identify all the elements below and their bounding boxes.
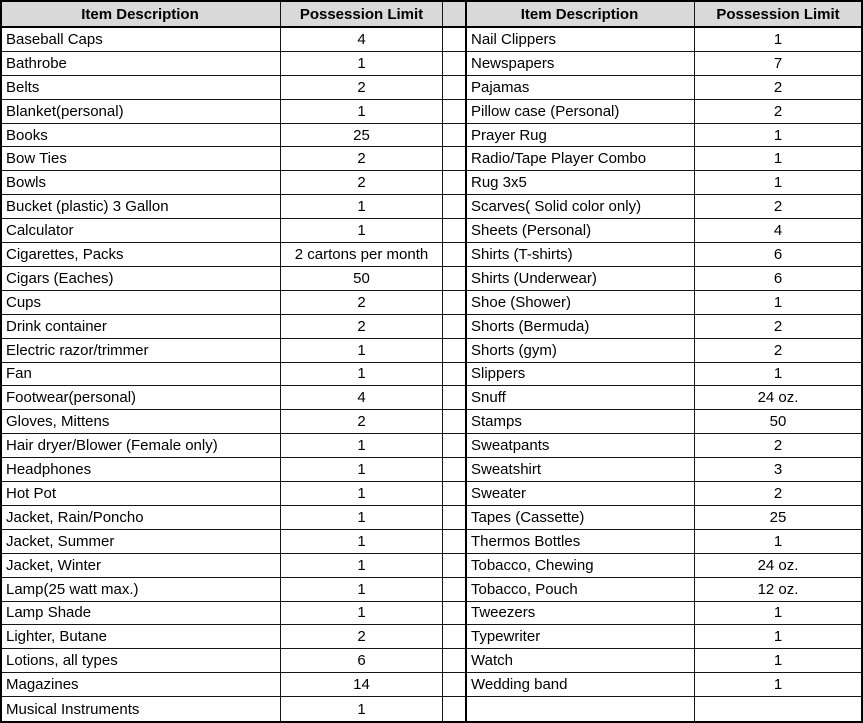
spacer-cell xyxy=(443,28,467,52)
right-limit-cell: 6 xyxy=(695,243,861,267)
right-item-cell: Shorts (Bermuda) xyxy=(467,315,695,339)
left-limit-cell: 6 xyxy=(281,649,443,673)
left-limit-cell: 1 xyxy=(281,434,443,458)
spacer-cell xyxy=(443,434,467,458)
spacer-cell xyxy=(443,625,467,649)
right-limit-cell: 24 oz. xyxy=(695,386,861,410)
left-item-cell: Bucket (plastic) 3 Gallon xyxy=(2,195,281,219)
left-limit-cell: 1 xyxy=(281,602,443,626)
spacer-cell xyxy=(443,243,467,267)
left-limit-cell: 1 xyxy=(281,578,443,602)
left-limit-cell: 2 xyxy=(281,625,443,649)
left-limit-cell: 2 xyxy=(281,410,443,434)
left-limit-cell: 1 xyxy=(281,339,443,363)
right-item-cell xyxy=(467,697,695,721)
left-item-cell: Magazines xyxy=(2,673,281,697)
spacer-cell xyxy=(443,506,467,530)
left-limit-cell: 1 xyxy=(281,219,443,243)
right-limit-cell: 2 xyxy=(695,100,861,124)
right-item-cell: Sweatshirt xyxy=(467,458,695,482)
right-limit-cell: 3 xyxy=(695,458,861,482)
right-item-cell: Tapes (Cassette) xyxy=(467,506,695,530)
left-limit-cell: 1 xyxy=(281,506,443,530)
left-limit-cell: 2 xyxy=(281,315,443,339)
right-item-cell: Stamps xyxy=(467,410,695,434)
spacer-cell xyxy=(443,291,467,315)
left-limit-cell: 4 xyxy=(281,28,443,52)
left-item-cell: Fan xyxy=(2,363,281,387)
right-item-cell: Thermos Bottles xyxy=(467,530,695,554)
left-limit-cell: 2 cartons per month xyxy=(281,243,443,267)
spacer-cell xyxy=(443,147,467,171)
right-item-cell: Shorts (gym) xyxy=(467,339,695,363)
left-item-cell: Belts xyxy=(2,76,281,100)
spacer-cell xyxy=(443,386,467,410)
spacer-cell xyxy=(443,578,467,602)
right-item-cell: Shirts (T-shirts) xyxy=(467,243,695,267)
left-limit-cell: 14 xyxy=(281,673,443,697)
left-limit-cell: 1 xyxy=(281,458,443,482)
left-item-cell: Lighter, Butane xyxy=(2,625,281,649)
right-possession-limit-header: Possession Limit xyxy=(695,2,861,28)
left-limit-cell: 1 xyxy=(281,530,443,554)
right-item-cell: Sweater xyxy=(467,482,695,506)
right-limit-cell: 7 xyxy=(695,52,861,76)
right-item-cell: Tobacco, Chewing xyxy=(467,554,695,578)
right-item-cell: Wedding band xyxy=(467,673,695,697)
left-item-cell: Cigarettes, Packs xyxy=(2,243,281,267)
left-item-cell: Cigars (Eaches) xyxy=(2,267,281,291)
spacer-cell xyxy=(443,482,467,506)
left-item-description-header: Item Description xyxy=(2,2,281,28)
spacer-cell xyxy=(443,171,467,195)
spacer-cell xyxy=(443,100,467,124)
left-item-cell: Calculator xyxy=(2,219,281,243)
left-item-cell: Jacket, Winter xyxy=(2,554,281,578)
left-limit-cell: 1 xyxy=(281,482,443,506)
left-limit-cell: 1 xyxy=(281,52,443,76)
right-item-cell: Scarves( Solid color only) xyxy=(467,195,695,219)
right-limit-cell: 2 xyxy=(695,482,861,506)
spacer-cell xyxy=(443,602,467,626)
right-item-cell: Pajamas xyxy=(467,76,695,100)
right-item-cell: Typewriter xyxy=(467,625,695,649)
right-limit-cell: 1 xyxy=(695,673,861,697)
spacer-cell xyxy=(443,195,467,219)
left-item-cell: Footwear(personal) xyxy=(2,386,281,410)
left-item-cell: Jacket, Summer xyxy=(2,530,281,554)
left-limit-cell: 2 xyxy=(281,291,443,315)
right-limit-cell: 4 xyxy=(695,219,861,243)
left-item-cell: Electric razor/trimmer xyxy=(2,339,281,363)
left-item-cell: Gloves, Mittens xyxy=(2,410,281,434)
right-limit-cell: 12 oz. xyxy=(695,578,861,602)
right-item-cell: Tweezers xyxy=(467,602,695,626)
left-item-cell: Blanket(personal) xyxy=(2,100,281,124)
right-item-cell: Sweatpants xyxy=(467,434,695,458)
right-limit-cell: 1 xyxy=(695,530,861,554)
left-limit-cell: 1 xyxy=(281,363,443,387)
right-item-cell: Shoe (Shower) xyxy=(467,291,695,315)
spacer-header-cell xyxy=(443,2,467,28)
spacer-cell xyxy=(443,76,467,100)
right-item-cell: Pillow case (Personal) xyxy=(467,100,695,124)
right-item-cell: Tobacco, Pouch xyxy=(467,578,695,602)
left-limit-cell: 2 xyxy=(281,147,443,171)
right-item-cell: Prayer Rug xyxy=(467,124,695,148)
spacer-cell xyxy=(443,363,467,387)
right-limit-cell: 25 xyxy=(695,506,861,530)
right-item-cell: Slippers xyxy=(467,363,695,387)
spacer-cell xyxy=(443,673,467,697)
left-possession-limit-header: Possession Limit xyxy=(281,2,443,28)
left-limit-cell: 25 xyxy=(281,124,443,148)
right-limit-cell: 2 xyxy=(695,315,861,339)
spacer-cell xyxy=(443,410,467,434)
right-limit-cell: 1 xyxy=(695,625,861,649)
spacer-cell xyxy=(443,554,467,578)
right-limit-cell: 50 xyxy=(695,410,861,434)
spacer-cell xyxy=(443,530,467,554)
right-item-description-header: Item Description xyxy=(467,2,695,28)
right-limit-cell: 1 xyxy=(695,291,861,315)
left-item-cell: Hair dryer/Blower (Female only) xyxy=(2,434,281,458)
right-item-cell: Snuff xyxy=(467,386,695,410)
right-limit-cell xyxy=(695,697,861,721)
left-limit-cell: 2 xyxy=(281,171,443,195)
left-item-cell: Drink container xyxy=(2,315,281,339)
left-limit-cell: 50 xyxy=(281,267,443,291)
right-item-cell: Watch xyxy=(467,649,695,673)
spacer-cell xyxy=(443,339,467,363)
spacer-cell xyxy=(443,315,467,339)
right-limit-cell: 1 xyxy=(695,124,861,148)
right-item-cell: Sheets (Personal) xyxy=(467,219,695,243)
right-limit-cell: 1 xyxy=(695,649,861,673)
left-limit-cell: 2 xyxy=(281,76,443,100)
left-item-cell: Headphones xyxy=(2,458,281,482)
left-item-cell: Lotions, all types xyxy=(2,649,281,673)
left-limit-cell: 1 xyxy=(281,100,443,124)
left-item-cell: Hot Pot xyxy=(2,482,281,506)
left-item-cell: Bowls xyxy=(2,171,281,195)
left-item-cell: Lamp Shade xyxy=(2,602,281,626)
right-limit-cell: 1 xyxy=(695,602,861,626)
left-item-cell: Musical Instruments xyxy=(2,697,281,721)
right-limit-cell: 1 xyxy=(695,171,861,195)
left-limit-cell: 1 xyxy=(281,195,443,219)
left-item-cell: Jacket, Rain/Poncho xyxy=(2,506,281,530)
right-limit-cell: 24 oz. xyxy=(695,554,861,578)
spacer-cell xyxy=(443,52,467,76)
right-item-cell: Shirts (Underwear) xyxy=(467,267,695,291)
spacer-cell xyxy=(443,124,467,148)
left-item-cell: Books xyxy=(2,124,281,148)
left-item-cell: Baseball Caps xyxy=(2,28,281,52)
right-limit-cell: 1 xyxy=(695,147,861,171)
left-item-cell: Cups xyxy=(2,291,281,315)
spacer-cell xyxy=(443,267,467,291)
spacer-cell xyxy=(443,649,467,673)
right-limit-cell: 2 xyxy=(695,339,861,363)
right-limit-cell: 1 xyxy=(695,363,861,387)
left-item-cell: Bow Ties xyxy=(2,147,281,171)
left-limit-cell: 4 xyxy=(281,386,443,410)
right-limit-cell: 2 xyxy=(695,76,861,100)
left-item-cell: Lamp(25 watt max.) xyxy=(2,578,281,602)
right-item-cell: Rug 3x5 xyxy=(467,171,695,195)
right-limit-cell: 2 xyxy=(695,434,861,458)
right-limit-cell: 2 xyxy=(695,195,861,219)
right-item-cell: Radio/Tape Player Combo xyxy=(467,147,695,171)
left-limit-cell: 1 xyxy=(281,554,443,578)
right-item-cell: Newspapers xyxy=(467,52,695,76)
right-item-cell: Nail Clippers xyxy=(467,28,695,52)
spacer-cell xyxy=(443,219,467,243)
right-limit-cell: 6 xyxy=(695,267,861,291)
right-limit-cell: 1 xyxy=(695,28,861,52)
spacer-cell xyxy=(443,697,467,721)
left-limit-cell: 1 xyxy=(281,697,443,721)
left-item-cell: Bathrobe xyxy=(2,52,281,76)
spacer-cell xyxy=(443,458,467,482)
